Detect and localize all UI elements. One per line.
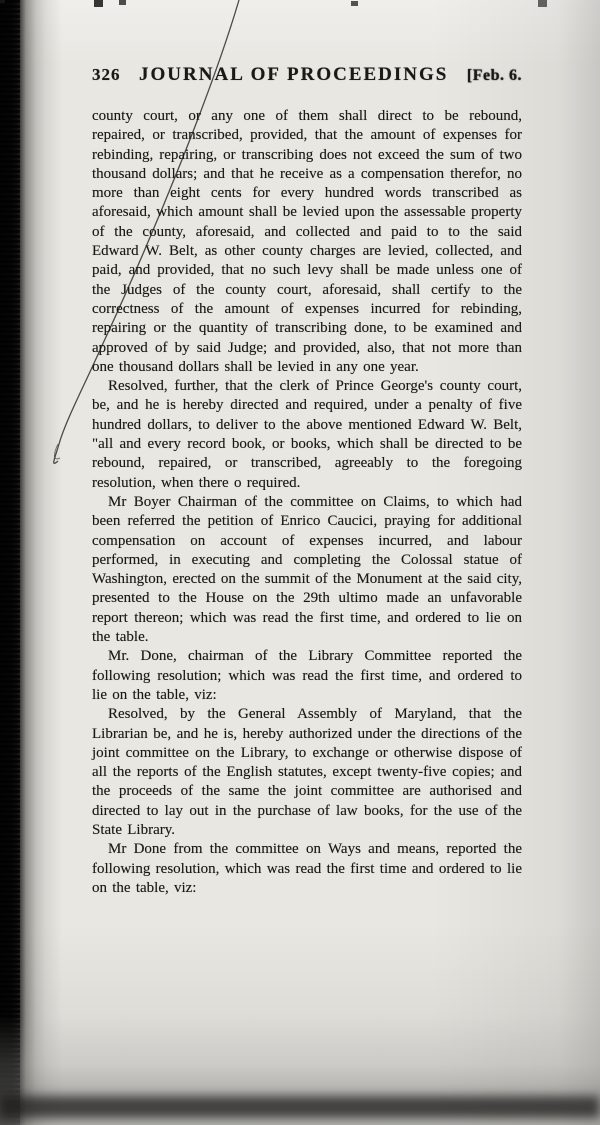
binding-edge (0, 0, 62, 1125)
journal-title: JOURNAL OF PROCEEDINGS (139, 64, 449, 85)
paragraph-continuation: county court, or any one of them shall direct to be rebound, repaired, or transcribed, provided, that the amount of expenses for rebinding, repairing, or transcribing does not exceed the sum of two thousand dollars; and that he receive as a compensation therefor, no more than eight cents for every hundred words transcribed as aforesaid, which amount shall be levied upon the assessable property of the county, aforesaid, and collected and paid to to the said Edward W. Belt, as other county charges are levied, collected, and paid, and provided, that no such levy shall be made unless one of the Judges of the county court, aforesaid, shall certify to the correctness of the amount of expenses incurred for rebinding, repairing or the quantity of transcribing done, to be examined and approved of by said Judge; and provided, also, that not more than one thousand dollars shall be levied in any one year. (92, 108, 522, 375)
bottom-dark-band (0, 1096, 600, 1118)
page-header (92, 64, 522, 86)
printed-page (92, 64, 522, 898)
page-body (92, 107, 522, 898)
binding-stitch-texture (0, 0, 20, 1125)
page-number: 326 (92, 65, 121, 84)
paragraph-resolved-librarian: Resolved, by the General Assembly of Maryland, that the Librarian be, and he is, hereby authorized under the directions of the joint committee on the Library, to exchange or otherwise dispose of all the reports of the English statutes, except twenty-five copies; and the proceeds of the same the joint committee are authorised and directed to lay out in the purchase of law books, for the use of the State Library. (92, 706, 522, 838)
paragraph-boyer-claims: Mr Boyer Chairman of the committee on Claims, to which had been referred the petition of Enrico Caucici, praying for additional compensation on account of expenses incurred, and labour performed, in executing and completing the Colossal statue of Washington, erected on the summit of the Monument at the said city, presented to the House on the 29th ultimo made an unfavorable report thereon; which was read the first time, and ordered to lie on the table. (92, 493, 522, 646)
top-edge-specks (0, 0, 5, 3)
paragraph-done-library: Mr. Done, chairman of the Library Committee reported the following resolution; which was read the first time, and ordered to lie on the table, viz: (92, 648, 522, 703)
paragraph-done-ways-means: Mr Done from the committee on Ways and means, reported the following resolution, which was read the first time and ordered to lie on the table, viz: (92, 841, 522, 896)
bottom-scan-shadow (0, 1015, 600, 1125)
paragraph-resolved-clerk: Resolved, further, that the clerk of Prince George's county court, be, and he is hereby directed and required, under a penalty of five hundred dollars, to deliver to the above mentioned Edward W. Belt, "all and every record book, or books, which shall be directed to be rebound, repaired, or transcribed, agreeably to the foregoing resolution, when there o required. (92, 378, 522, 491)
header-date: [Feb. 6. (466, 67, 522, 84)
